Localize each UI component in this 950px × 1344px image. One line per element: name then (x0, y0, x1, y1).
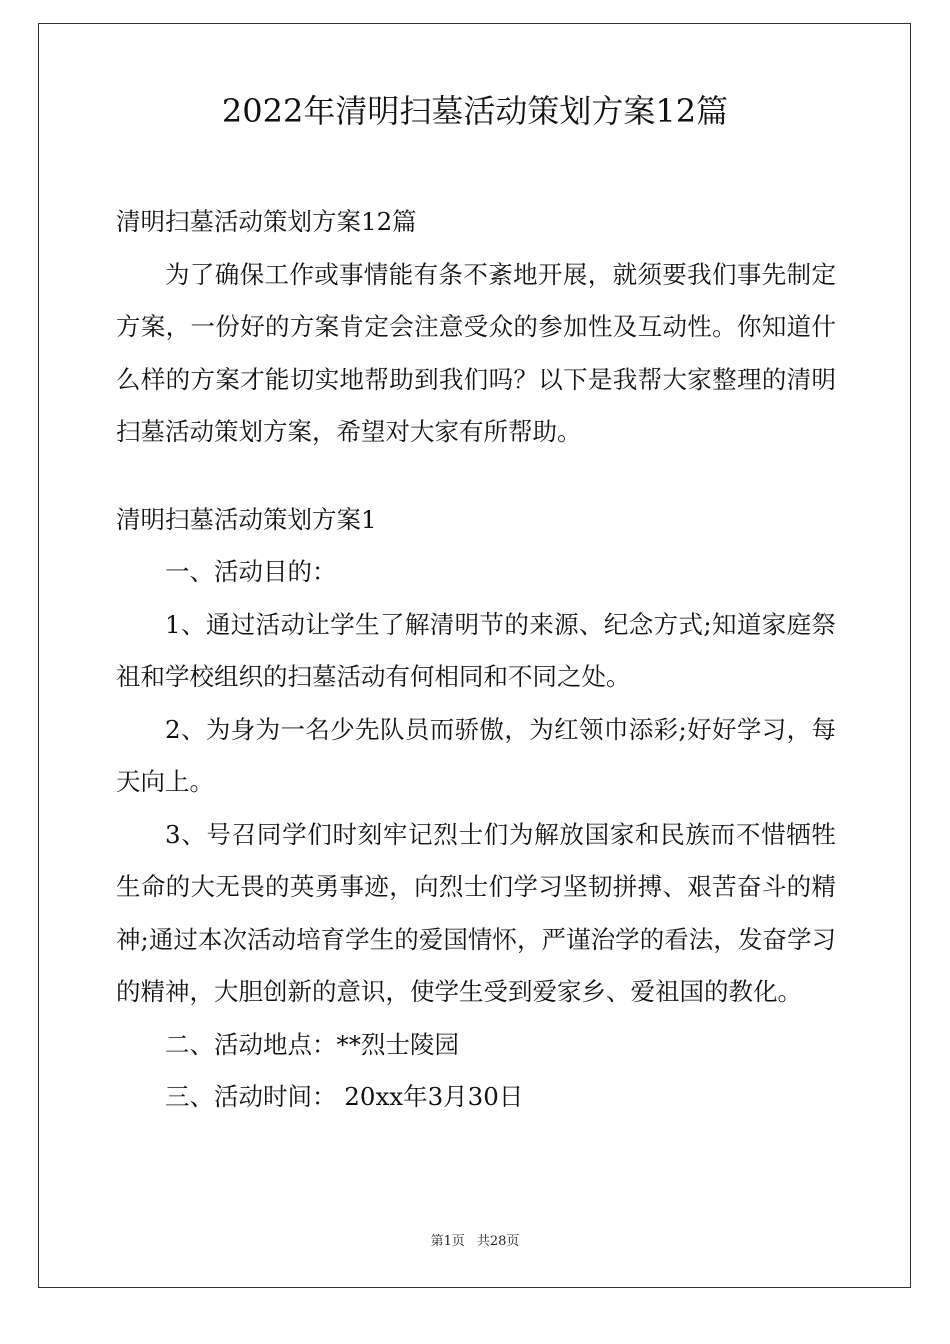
document-subtitle: 清明扫墓活动策划方案12篇 (116, 207, 417, 236)
intro-paragraph: 为了确保工作或事情能有条不紊地开展，就须要我们事先制定方案，一份好的方案肯定会注意受众的参加性及互动性。你知道什么样的方案才能切实地帮助到我们吗？以下是我帮大家整理的清明扫墓活动策划方案，希望对大家有所帮助。 (116, 259, 836, 446)
section-heading: 清明扫墓活动策划方案1 (116, 504, 377, 534)
document-body (116, 196, 836, 1124)
paragraph-purpose-2: 2、为身为一名少先队员而骄傲，为红领巾添彩;好好学习，每天向上。 (116, 714, 836, 796)
page-total: 共28页 (476, 1234, 520, 1249)
paragraph-activity-location: 二、活动地点：**烈士陵园 (165, 1029, 459, 1059)
document-title: 2022年清明扫墓活动策划方案12篇 (221, 92, 729, 130)
paragraph-activity-purpose: 一、活动目的： (165, 557, 337, 586)
paragraph-activity-time: 三、活动时间： 20xx年3月30日 (165, 1082, 524, 1111)
paragraph-purpose-3: 3、号召同学们时刻牢记烈士们为解放国家和民族而不惜牺牲生命的大无畏的英勇事迹，向烈士们学习坚韧拼搏、艰苦奋斗的精神;通过本次活动培育学生的爱国情怀，严谨治学的看法，发奋学习的精神，大胆创新的意识，使学生受到爱家乡、爱祖国的教化。 (116, 819, 836, 1006)
page-footer (0, 1233, 950, 1251)
paragraph-purpose-1: 1、通过活动让学生了解清明节的来源、纪念方式;知道家庭祭祖和学校组织的扫墓活动有何相同和不同之处。 (116, 609, 836, 691)
paragraph-spacer (116, 459, 836, 494)
page-number: 第1页 (430, 1234, 465, 1249)
